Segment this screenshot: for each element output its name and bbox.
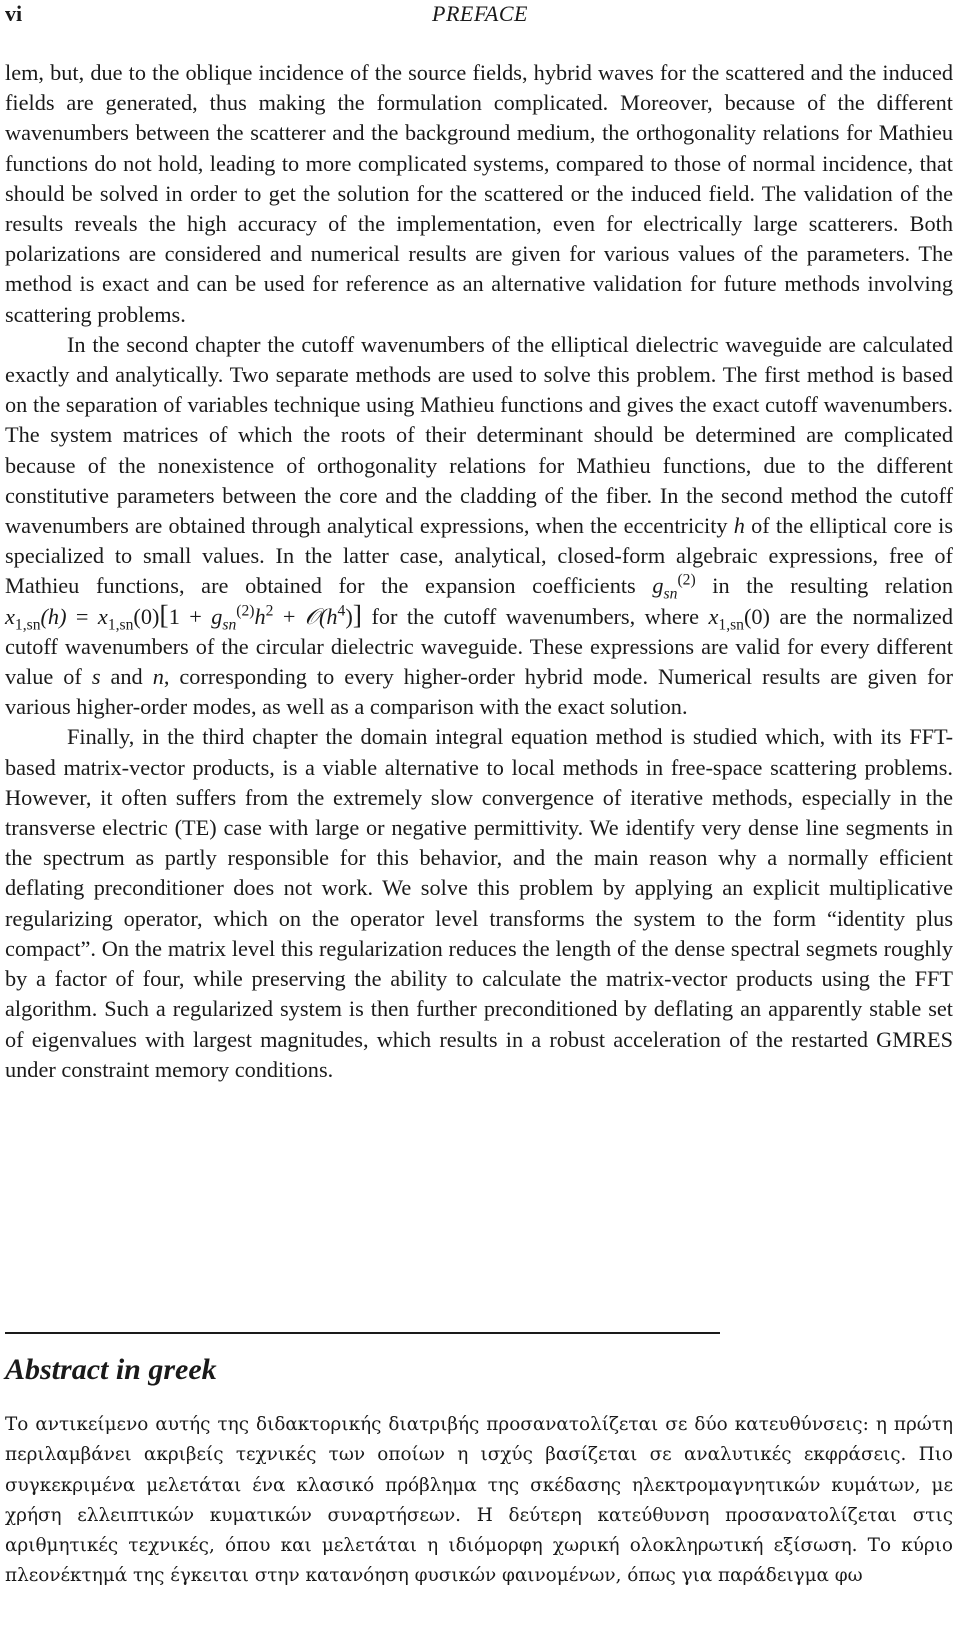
- paragraph-2-text-c: in the resulting relation: [695, 573, 953, 599]
- paragraph-2-text-d: for the cutoff wavenumbers, where: [362, 603, 709, 629]
- preface-body: [5, 58, 953, 1085]
- paragraph-3: Finally, in the third chapter the domain integral equation method is studied which, with its FFT-based matrix-vector products, is a viable alternative to local methods in free-space scattering problems. However, it often suffers from the extremely slow convergence of iterative methods, especially in the transverse electric (TE) case with large or negative permittivity. We identify very dense line segments in the spectrum as partly responsible for this behavior, and the main reason why a normally efficient deflating preconditioner does not work. We solve this problem by applying an explicit multiplicative regularizing operator, which on the operator level transforms the system to the form “identity plus compact”. On the matrix level this regularization reduces the length of the dense spectral segmets roughly by a factor of four, while preserving the ability to calculate the matrix-vector products using the FFT algorithm. Such a regularized system is then further preconditioned by deflating an apparently stable set of eigenvalues with largest magnitudes, which results in a robust acceleration of the restarted GMRES under constraint memory conditions.: [5, 724, 953, 1082]
- paragraph-1: lem, but, due to the oblique incidence of the source fields, hybrid waves for the scattered and the induced fields are generated, thus making the formulation complicated. Moreover, because of the different wavenumbers between the scatterer and the background medium, the orthogonality relations for Mathieu functions do not hold, leading to more complicated systems, compared to those of normal incidence, that should be solved in order to get the solution for the scattered or the induced field. The validation of the results reveals the high accuracy of the implementation, even for electrically large scatterers. Both polarizations are considered and numerical results are given for various values of the parameters. The method is exact and can be used for reference as an alternative validation for future methods involving scattering problems.: [5, 60, 953, 327]
- paragraph-2-text-f: and: [100, 664, 153, 690]
- math-s: s: [91, 664, 101, 690]
- abstract-greek-text: Το αντικείμενο αυτής της διδακτορικής διατριβής προσανατολίζεται σε δύο κατευθύνσεις: η πρώτη περιλαμβάνει ακριβείς τεχνικές των οποίων η ισχύς βασίζεται σε αναλυτικές εκφράσεις. Πιο συγκεκριμένα μελετάται ένα κλασικό πρόβλημα της σκέδασης ηλεκτρομαγνητικών κυμάτων, με χρήση ελλειπτικών κυματικών συναρτήσεων. Η δεύτερη κατεύθυνση προσανατολίζεται στις αριθμητικές τεχνικές, όπου και μελετάται η ιδιόμορφη χωρική ολοκληρωτική εξίσωση. Το κύριο πλεονέκτημά της έγκειται στην κατανόηση φυσικών φαινομένων, όπως για παράδειγμα φω: [5, 1414, 953, 1587]
- section-divider: [5, 1332, 720, 1334]
- paragraph-2-text-e: are the normalized cutoff wavenumbers of the circular dielectric waveguide. These expressions are valid for every different value of: [5, 603, 953, 690]
- running-title: PREFACE: [432, 1, 528, 26]
- paragraph-2-text-b: of the elliptical core is specialized to small values. In the latter case, analytical, closed-form algebraic expressions, free of Mathieu functions, are obtained for the expansion coefficients: [5, 513, 953, 599]
- math-cutoff-relation: $x_{1,sn}(h) = x_{1,sn}(0)[1 + g_{sn}^{(2)}h^2$ + $𝒪(h^4)$]: [5, 599, 363, 634]
- paragraph-2-text-g: , corresponding to every higher-order hybrid mode. Numerical results are given for various higher-order modes, as well as a comparison with the exact solution.: [5, 664, 953, 720]
- math-x-zero: $x_{1,sn}(0)$: [708, 603, 770, 634]
- paragraph-2: [5, 330, 953, 723]
- math-coefficient-g: $g_{sn}^{(2)}$: [652, 572, 696, 603]
- paragraph-2-text-a: In the second chapter the cutoff wavenumbers of the elliptical dielectric waveguide are calculated exactly and analytically. Two separate methods are used to solve this problem. The first method is based on the separation of variables technique using Mathieu functions and gives the exact cutoff wavenumbers. The system matrices of which the roots of their determinant should be determined are complicated because of the nonexistence of orthogonality relations for Mathieu functions, due to the different constitutive parameters between the core and the cladding of the fiber. In the second method the cutoff wavenumbers are obtained through analytical expressions, when the eccentricity: [5, 331, 953, 539]
- page-number: vi: [5, 1, 23, 26]
- running-header: [5, 0, 955, 28]
- math-n: n: [152, 664, 164, 690]
- section-heading-abstract-greek: Abstract in greek: [5, 1353, 217, 1386]
- math-h: h: [733, 513, 745, 539]
